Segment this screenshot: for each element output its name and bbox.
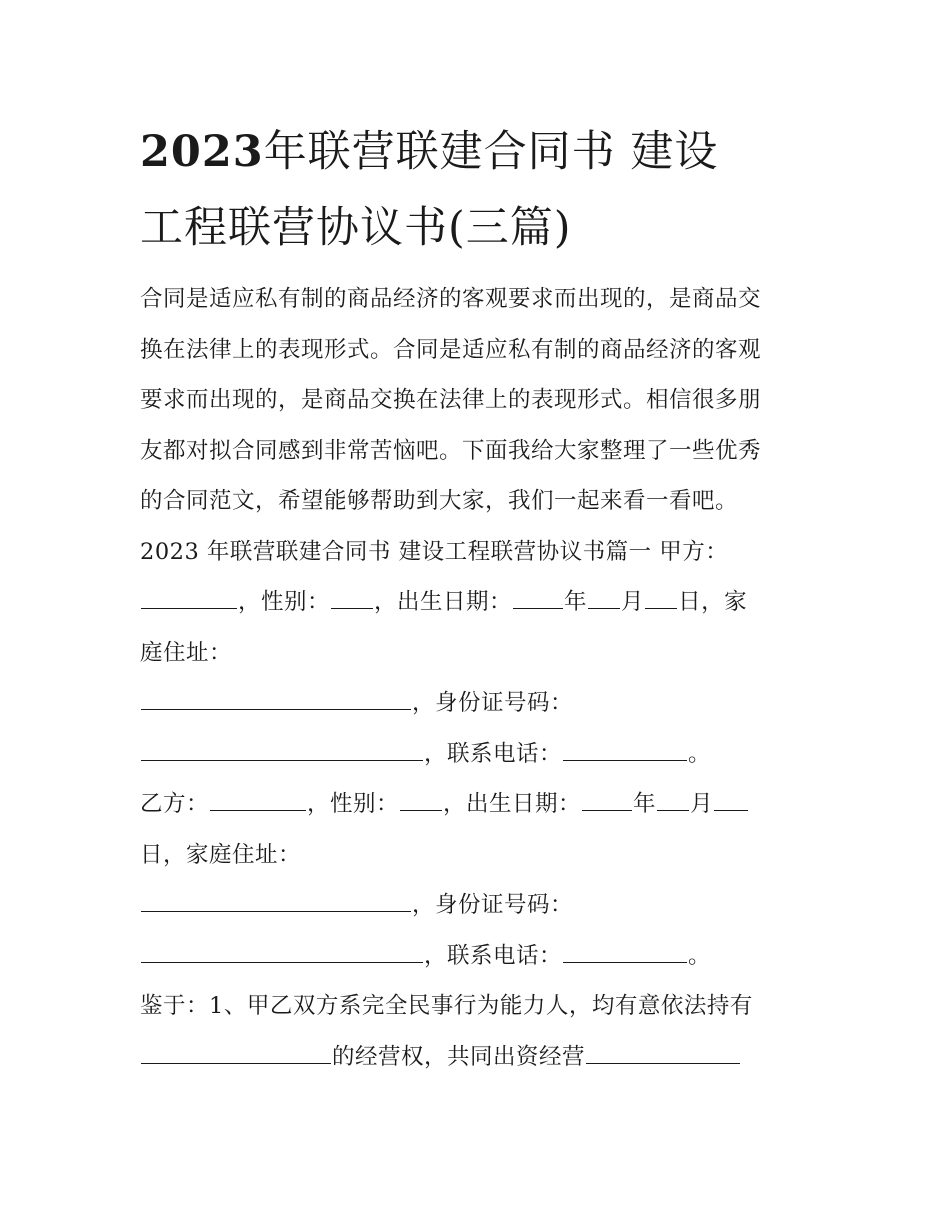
party-a-id-label: ，身份证号码： bbox=[412, 690, 574, 716]
party-b-id-blank bbox=[141, 944, 423, 963]
party-a-year-unit: 年 bbox=[564, 589, 588, 615]
intro-line: 换在法律上的表现形式。合同是适应私有制的商品经济的客观 bbox=[140, 336, 762, 363]
party-b-phone-blank bbox=[563, 944, 687, 963]
party-a-year-blank bbox=[513, 590, 563, 609]
party-b-year-blank bbox=[582, 792, 632, 811]
party-a-end-mark: 。 bbox=[688, 740, 712, 767]
party-b-month-blank bbox=[657, 792, 689, 811]
party-b-end-mark: 。 bbox=[688, 942, 712, 969]
party-b-line-1 bbox=[140, 779, 820, 830]
party-b-phone-label: ，联系电话： bbox=[424, 942, 563, 969]
section-heading: 2023 年联营联建合同书 建设工程联营协议书篇一 甲方： bbox=[140, 538, 729, 565]
business-right-blank bbox=[141, 1045, 331, 1064]
whereas-line-1: 鉴于：1、甲乙双方系完全民事行为能力人，均有意依法持有 bbox=[140, 993, 753, 1019]
party-a-name-blank bbox=[141, 590, 237, 609]
party-b-year-unit: 年 bbox=[633, 791, 657, 817]
party-a-month-unit: 月 bbox=[621, 589, 645, 615]
title-line-1-text: 年联营联建合同书 建设 bbox=[263, 127, 719, 177]
party-a-birth-label: ，出生日期： bbox=[374, 589, 513, 615]
whereas-line-2 bbox=[140, 1032, 820, 1083]
party-b-id-label: ，身份证号码： bbox=[412, 892, 574, 918]
party-b-gender-label: ，性别： bbox=[307, 791, 400, 817]
joint-business-blank bbox=[586, 1045, 740, 1064]
document-page bbox=[140, 114, 820, 1082]
document-title bbox=[140, 114, 820, 266]
party-a-gender-label: ，性别： bbox=[238, 589, 331, 615]
party-a-gender-blank bbox=[331, 590, 373, 609]
intro-line: 要求而出现的，是商品交换在法律上的表现形式。相信很多朋 bbox=[140, 387, 762, 413]
party-a-phone-label: ，联系电话： bbox=[424, 740, 563, 767]
intro-line: 的合同范文，希望能够帮助到大家，我们一起来看一看吧。 bbox=[140, 488, 739, 514]
party-b-address-label: 日，家庭住址： bbox=[140, 841, 302, 868]
party-b-day-blank bbox=[714, 792, 748, 811]
party-b-address-blank bbox=[141, 893, 411, 912]
party-a-line-phone bbox=[140, 729, 820, 780]
party-a-address-label: 庭住址： bbox=[140, 639, 233, 666]
party-a-phone-blank bbox=[563, 742, 687, 761]
party-a-line-id bbox=[140, 678, 820, 729]
party-a-month-blank bbox=[588, 590, 620, 609]
party-a-day-unit: 日，家 bbox=[678, 589, 748, 615]
title-line-2: 工程联营协议书(三篇) bbox=[140, 203, 572, 253]
party-b-month-unit: 月 bbox=[690, 791, 714, 817]
party-b-gender-blank bbox=[400, 792, 442, 811]
whereas-mid-text: 的经营权，共同出资经营 bbox=[332, 1043, 586, 1070]
party-b-line-phone bbox=[140, 931, 820, 982]
party-b-label: 乙方： bbox=[140, 791, 210, 817]
title-line-1 bbox=[140, 114, 820, 190]
title-year: 2023 bbox=[140, 127, 264, 177]
intro-line: 合同是适应私有制的商品经济的客观要求而出现的，是商品交 bbox=[140, 286, 762, 312]
party-a-id-blank bbox=[141, 742, 423, 761]
party-a-line-1 bbox=[140, 577, 820, 628]
party-a-day-blank bbox=[645, 590, 677, 609]
party-b-name-blank bbox=[210, 792, 306, 811]
intro-line: 友都对拟合同感到非常苦恼吧。下面我给大家整理了一些优秀 bbox=[140, 437, 762, 464]
party-a-address-blank bbox=[141, 691, 411, 710]
party-b-line-id bbox=[140, 880, 820, 931]
party-b-birth-label: ，出生日期： bbox=[443, 791, 582, 817]
document-body bbox=[140, 274, 820, 1082]
